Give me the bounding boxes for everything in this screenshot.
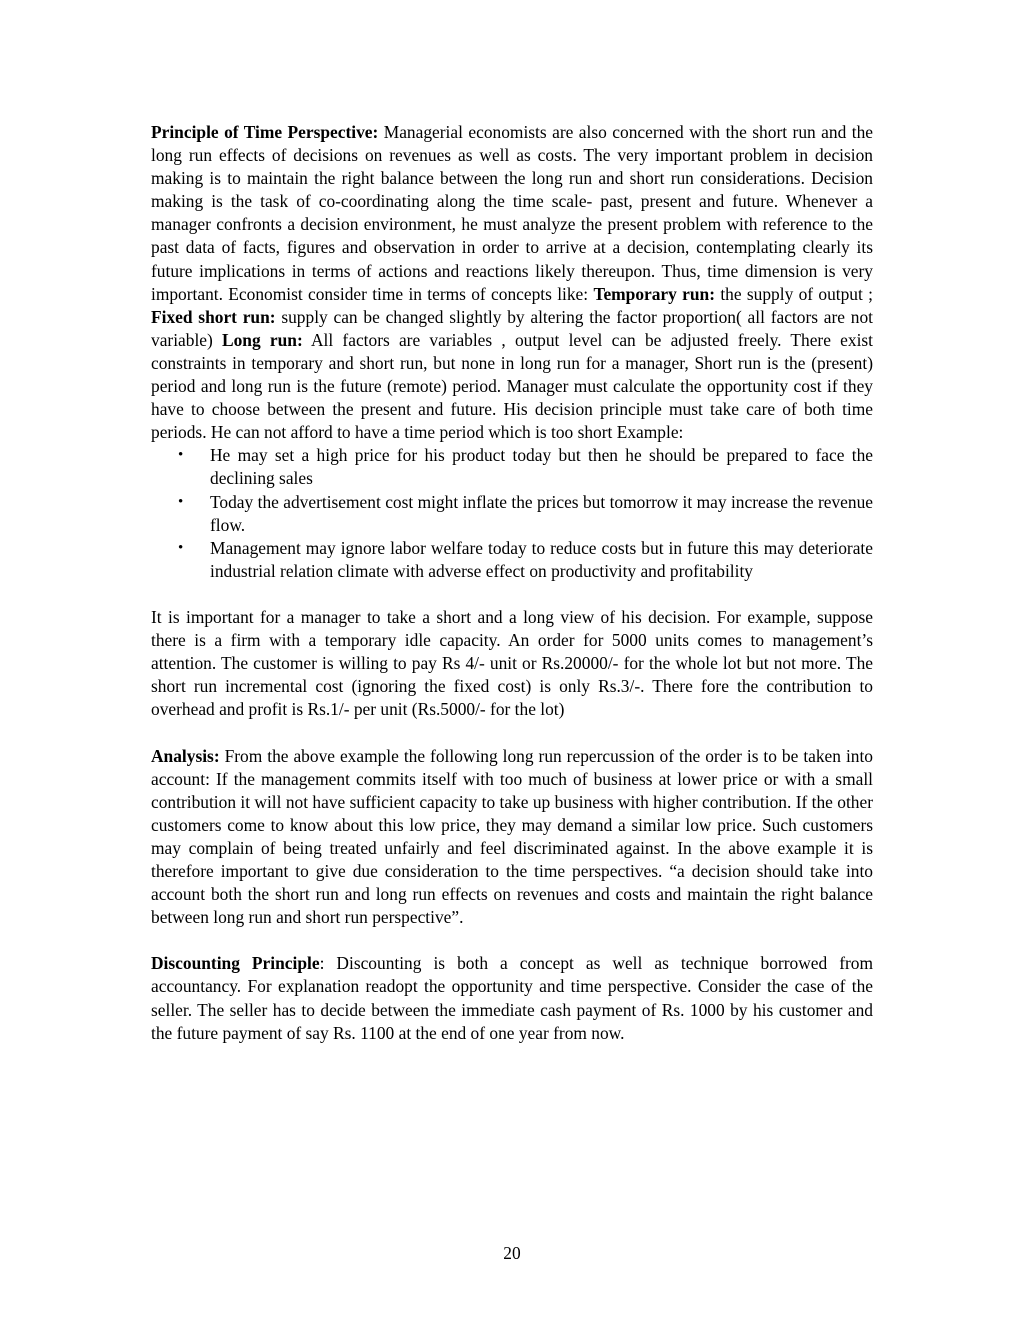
example-paragraph: It is important for a manager to take a short and a long view of his decision. For example, suppose there is a firm with a temporary idle capacity. An order for 5000 units comes to management’s attention. The customer is willing to pay Rs 4/- unit or Rs.20000/- for the whole lot but not more. The short run incremental cost (ignoring the fixed cost) is only Rs.3/-. There fore the contribution to overhead and profit is Rs.1/- per unit (Rs.5000/- for the lot) — [151, 606, 873, 720]
bullet-icon: • — [178, 493, 184, 510]
analysis-text: From the above example the following long run repercussion of the order is to be taken into account: If the management commits itself with too much of business at lower price or with a small contribution it will not have sufficient capacity to take up business with higher contribution. If the other customers come to know about this low price, they may demand a similar low price. Such customers may complain of being treated unfairly and feel discriminated against. In the above example it is therefore important to give due consideration to the time perspectives. “a decision should take into account both the short run and long run effects on revenues and costs and maintain the right balance between long run and short run perspective”. — [151, 745, 873, 928]
discounting-text: : Discounting is both a concept as well as technique borrowed from accountancy. For explanation readopt the opportunity and time perspective. Consider the case of the seller. The seller has to decide between the immediate cash payment of Rs. 1000 by his customer and the future payment of say Rs. 1100 at the end of one year from now. — [151, 953, 873, 1043]
term-fixed-short-run: Fixed short run: — [151, 306, 276, 327]
discounting-paragraph — [151, 952, 873, 1044]
page-body — [151, 121, 873, 1045]
time-perspective-heading: Principle of Time Perspective: — [151, 122, 379, 142]
list-item — [151, 491, 873, 537]
analysis-heading: Analysis: — [151, 745, 220, 766]
time-perspective-text-4: All factors are variables , output level can be adjusted freely. There exist constraints in temporary and short run, but none in long run for a manager, Short run is the (present) period and long run is the future (remote) period. Manager must calculate the opportunity cost if they have to choose between the present and future. His decision principle must take care of both time periods. He can not afford to have a time period which is too short Example: — [151, 329, 874, 443]
bullet-text: Today the advertisement cost might inflate the prices but tomorrow it may increase the revenue flow. — [210, 491, 873, 535]
bullet-text: Management may ignore labor welfare today to reduce costs but in future this may deteriorate industrial relation climate with adverse effect on productivity and profitability — [210, 537, 873, 581]
term-long-run: Long run: — [222, 329, 303, 350]
example-bullet-list — [151, 444, 873, 583]
paragraph-spacer — [151, 721, 873, 744]
bullet-icon: • — [178, 539, 184, 556]
page-number: 20 — [503, 1243, 521, 1263]
list-item — [151, 444, 873, 490]
list-item — [151, 537, 873, 583]
paragraph-spacer — [151, 583, 873, 606]
time-perspective-text-3: supply can be changed slightly by altering the factor proportion( all factors are not variable) — [151, 306, 873, 350]
time-perspective-text-2: the supply of output ; — [715, 283, 873, 304]
time-perspective-paragraph — [151, 121, 873, 444]
bullet-icon: • — [178, 447, 184, 464]
time-perspective-text-1: Managerial economists are also concerned with the short run and the long run effects of decisions on revenues as well as costs. The very important problem in decision making is to maintain the right balance between the long run and short run considerations. Decision making is the task of co-coordinating along the time scale- past, present and future. Whenever a manager confronts a decision environment, he must analyze the present problem with reference to the past data of facts, figures and observation in order to arrive at a decision, contemplating clearly its future implications in terms of actions and reactions likely thereupon. Thus, time dimension is very important. Economist consider time in terms of concepts like: — [151, 122, 873, 304]
discounting-heading: Discounting Principle — [151, 953, 320, 974]
analysis-paragraph — [151, 745, 873, 930]
term-temporary-run: Temporary run: — [593, 283, 716, 304]
bullet-text: He may set a high price for his product today but then he should be prepared to face the declining sales — [210, 445, 873, 489]
paragraph-spacer — [151, 929, 873, 952]
